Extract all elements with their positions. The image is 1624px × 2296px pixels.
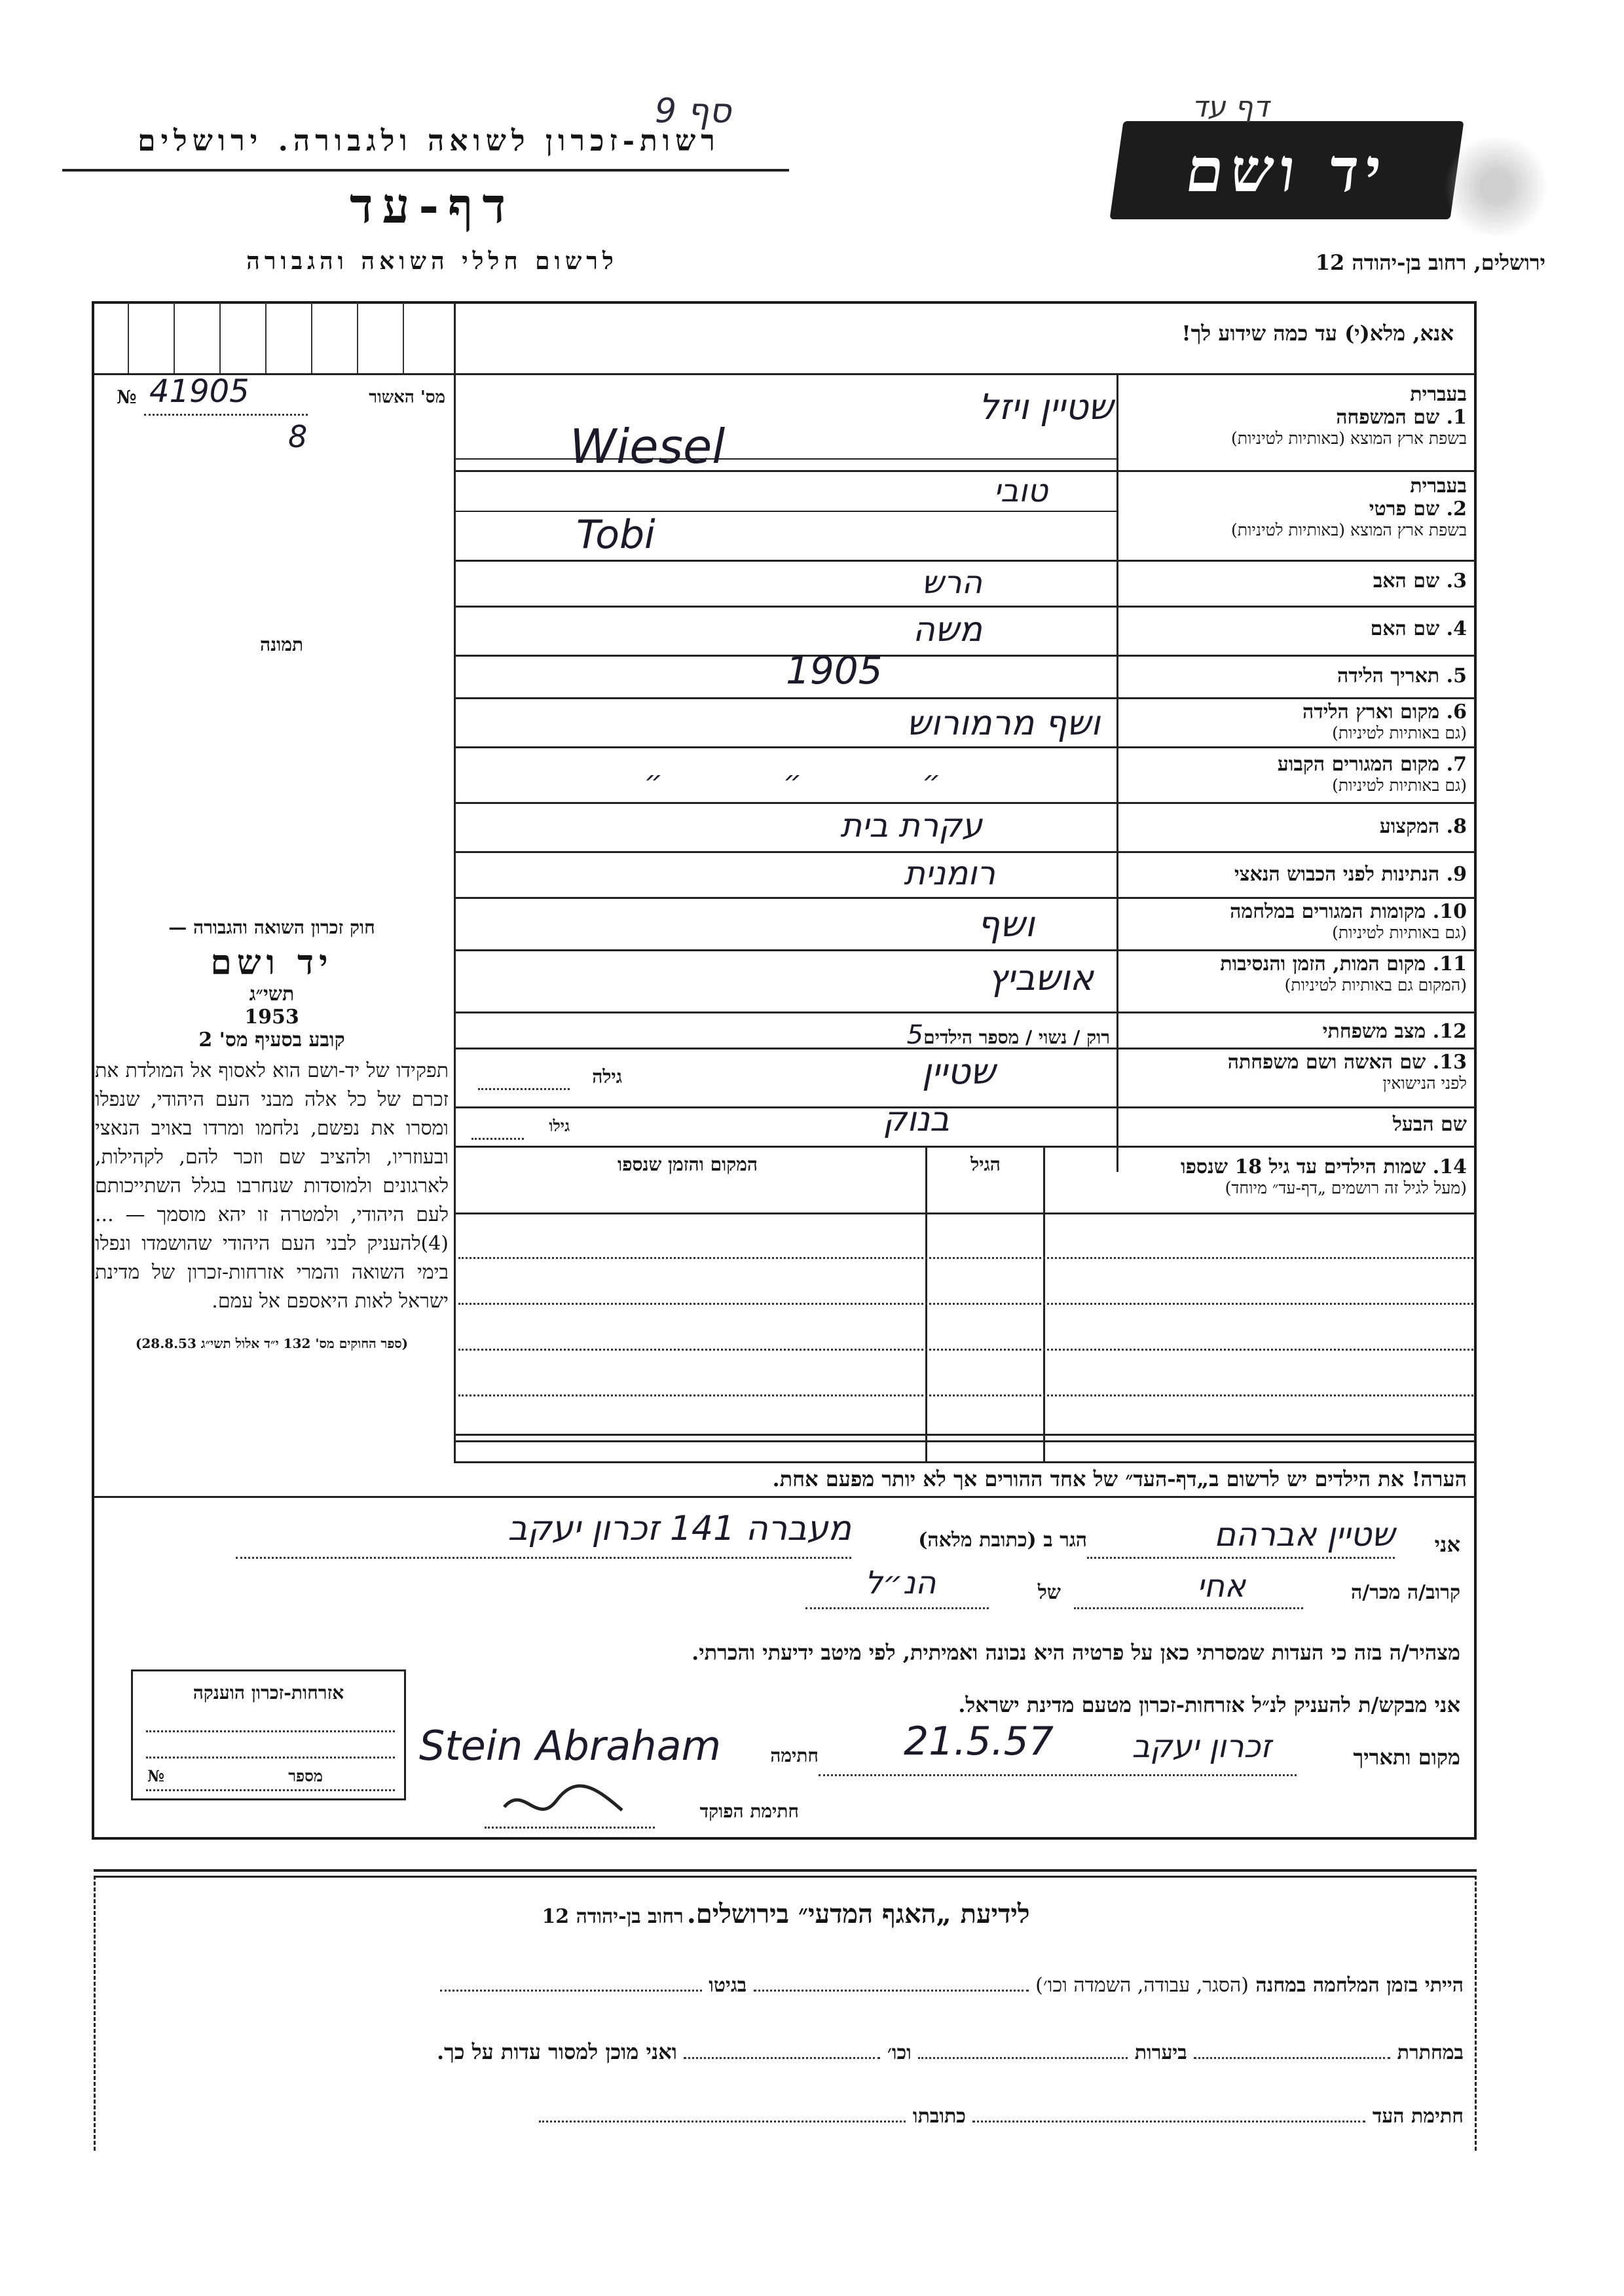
bottom-line3-b: כתובתו [912,2105,966,2128]
memorial-dots-1 [146,1730,395,1732]
bottom-left-edge [94,1876,96,2151]
law-title: חוק זכרון השואה והגבורה — [168,917,375,938]
fill-request-rule [454,373,1475,375]
field-2-num: 2. [1446,498,1467,520]
field-14-label [1048,1156,1467,1198]
logo-scribble: דף עד [1192,90,1269,124]
children-bottom-rule-2 [454,1440,1475,1442]
bottom-line1-c: בגיטו [709,1974,747,1997]
bottom-title-addr: רחוב בן-יהודה 12 [542,1905,684,1928]
field-13b-label: שם הבעל [1392,1113,1467,1136]
field-11-sub: (המקום גם באותיות לטיניות) [1284,975,1467,994]
row-line [454,851,1475,853]
bottom-line2-d: ואני מוכן למסור עדות על כך. [436,2039,677,2064]
bottom-line-3 [95,2105,1464,2128]
form-title: דף-עד [349,178,515,234]
form-subtitle: לרשום חללי השואה והגבורה [246,247,618,275]
field-12-num: 12. [1432,1020,1467,1043]
children-bottom-rule [454,1434,1475,1436]
signature-value[interactable]: Stein Abraham [419,1722,721,1770]
field-6-value[interactable]: ושף מרמורוש [906,704,1100,743]
law-clause: קובע בסעיף מס' 2 [198,1029,345,1051]
row-line [454,655,1475,657]
bottom-line2-a: במחתרת [1397,2041,1464,2064]
children-count[interactable]: 5 [906,1020,924,1050]
field-13-num: 13. [1432,1051,1467,1074]
bottom-title-strong: לידיעת „האגף המדעי״ בירושלים. [686,1899,1030,1929]
place-date-label: מקום ותאריך [1353,1745,1460,1770]
address-value[interactable]: מעברה 141 זכרון יעקב [507,1509,851,1548]
relative-label: קרוב/ה מכר/ה [1351,1581,1460,1604]
children-row-4 [458,1394,1473,1396]
law-year: 1953 [244,1006,299,1029]
approval-dots [144,414,308,416]
yad-vashem-logo [1109,121,1464,219]
bottom-line-2 [95,2039,1464,2064]
field-10-value[interactable]: ושף [977,903,1035,945]
bottom-section-rule-2 [94,1876,1477,1878]
field-1-num: 1. [1446,406,1467,429]
row-line [454,697,1475,699]
field-6-name: מקום וארץ הלידה [1302,701,1440,723]
bottom-title [327,1899,1244,1929]
bottom-line3-a: חתימת העד [1372,2105,1464,2128]
place-date-dots [819,1774,1297,1776]
logo-speckle [1441,137,1552,236]
field-13-value[interactable]: שטיין [921,1051,995,1092]
relation-dots [1074,1607,1303,1609]
field-1-name: שם המשפחה [1336,406,1440,429]
field-11-value[interactable]: אושביץ [987,957,1094,998]
relation-value[interactable]: אחי [1196,1568,1246,1605]
law-name: יד ושם [210,943,333,983]
forests-blank[interactable] [918,2057,1128,2059]
official-dots [485,1827,655,1829]
label-column-divider [1116,373,1118,1172]
signature-label: חתימה [770,1745,819,1766]
of-dots [805,1607,989,1609]
field-8-label [1120,815,1467,838]
row-line [454,1011,1475,1013]
address-line: ירושלים, רחוב בן-יהודה 12 [1315,250,1545,275]
field-3-num: 3. [1446,570,1467,592]
declarant-name[interactable]: שטיין אברהם [1213,1516,1395,1554]
field-9-label [1120,863,1467,886]
note-text: הערה! את הילדים יש לרשום ב„דף-העד״ של אחד ההורים אך לא יותר מפעם אחת. [772,1467,1467,1491]
field-6-label [1120,701,1467,743]
approval-label: מס' האשור [369,388,445,407]
row-line [454,511,1116,512]
field-2-label [1120,475,1467,540]
date-value[interactable]: 21.5.57 [904,1719,1054,1764]
field-8-num: 8. [1446,815,1467,838]
field-12-options [753,1020,1110,1050]
archive-note: סף 9 [655,92,731,131]
row-line [454,560,1475,562]
index-boxes [94,302,454,375]
memorial-number-mark: № [147,1766,165,1785]
of-value[interactable]: הנ״ל [864,1565,936,1601]
witness-address-blank[interactable] [539,2121,906,2123]
official-signature-scribble [498,1781,629,1827]
children-col-place: המקום והזמן שנספו [618,1154,758,1175]
approval-number[interactable]: 41905 [149,373,249,410]
address-label: הגר ב (כתובת מלאה) [918,1529,1087,1552]
of-label: של [1037,1581,1061,1604]
header-rule [62,169,789,172]
field-3-name: שם האב [1373,570,1440,592]
row-line [454,458,1116,460]
field-2-sub: בשפת ארץ המוצא (באותיות לטיניות) [1231,520,1467,539]
row-line [454,1106,1475,1108]
field-7-value[interactable]: ״ ״ ״ [644,765,941,798]
field-13b-age-label: גילו [549,1116,570,1135]
place-value[interactable]: זכרון יעקב [1132,1728,1272,1765]
field-5-num: 5. [1446,665,1467,687]
field-12-name: מצב משפחתי [1322,1020,1426,1043]
field-11-label [1120,953,1467,995]
left-column-divider [454,302,456,1461]
bottom-line1-b: (הסגר, עבודה, השמדה וכו׳) [1035,1974,1249,1997]
field-8-value[interactable]: עקרת בית [840,807,982,845]
field-10-num: 10. [1432,900,1467,923]
memorial-box-title: אזרחות-זכרון הוענקה [193,1682,344,1704]
bottom-line-1 [95,1974,1464,1997]
row-line [454,1146,1475,1148]
memorial-box [131,1669,406,1800]
field-3-value[interactable]: הרש [921,564,982,601]
approval-no-mark: № [117,386,137,408]
statement: מצהיר/ה בזה כי העדות שמסרתי כאן על פרטיה היא נכונה ואמיתית, לפי מיטב ידיעתי והכרתי. [692,1640,1460,1665]
husband-age-dots [471,1138,524,1140]
field-1-label [1120,383,1467,448]
field-2-name: שם פרטי [1369,498,1440,520]
field-11-name: מקום המות, הזמן והנסיבות [1220,953,1426,975]
etc-blank[interactable] [684,2057,880,2059]
field-7-sub: (גם באותיות לטיניות) [1332,776,1467,795]
bottom-line2-c: וכו׳ [887,2041,912,2064]
field-6-sub: (גם באותיות לטיניות) [1332,723,1467,742]
field-3-label [1120,570,1467,592]
memorial-number-label: מספר [288,1766,323,1785]
memorial-number-dots [146,1789,395,1791]
declaration-ani: אני [1434,1532,1460,1557]
field-7-name: מקום המגורים הקבוע [1277,753,1440,776]
bottom-line1-a: הייתי בזמן המלחמה במחנה [1255,1974,1464,1997]
request: אני מבקש/ת להעניק לנ״ל אזרחות-זכרון מטעם מדינת ישראל. [958,1692,1460,1717]
bottom-section-rule [94,1869,1477,1872]
field-4-label [1120,617,1467,640]
row-line [454,897,1475,899]
children-row-2 [458,1303,1473,1305]
field-2-value-he[interactable]: טובי [993,473,1048,509]
row-line [454,802,1475,804]
field-9-num: 9. [1446,863,1467,886]
children-col-age: הגיל [970,1154,1001,1175]
authority-line: רשות-זכרון לשואה ולגבורה. ירושלים [138,124,720,158]
field-2-value-lat[interactable]: Tobi [576,512,655,558]
field-7-num: 7. [1446,753,1467,776]
underground-blank[interactable] [1194,2057,1390,2059]
field-14-num: 14. [1432,1156,1467,1178]
camp-blank[interactable] [754,1990,1029,1992]
field-9-value[interactable]: רומנית [904,854,995,892]
field-11-num: 11. [1432,953,1467,975]
field-4-value[interactable]: משה [912,610,982,649]
ghetto-blank[interactable] [440,1990,702,1992]
field-13-age-label: גילה [592,1066,622,1087]
memorial-dots-2 [146,1757,395,1758]
official-label: חתימת הפוקד [699,1800,799,1822]
field-2-hebrew: בעברית [1410,475,1467,498]
field-1-sub: בשפת ארץ המוצא (באותיות לטיניות) [1231,429,1467,448]
field-4-num: 4. [1446,617,1467,640]
declarant-name-dots [1087,1557,1395,1559]
bottom-right-edge [1475,1876,1477,2151]
children-row-3 [458,1349,1473,1351]
note-bottom-rule [94,1496,1477,1498]
field-13-label [1120,1051,1467,1093]
bottom-line2-b: ביערות [1134,2041,1187,2064]
witness-signature-blank[interactable] [972,2121,1365,2123]
field-8-name: המקצוע [1379,815,1440,838]
field-14-name: שמות הילדים עד גיל 18 שנספו [1180,1156,1426,1178]
field-9-name: הנתינות לפני הכבוש הנאצי [1234,863,1440,886]
field-1-value-he[interactable]: שטיין ויזל [978,386,1113,428]
logo-text: יד ושם [1181,135,1392,206]
field-14-sub: (מעל לגיל זה רושמים „דף-עד״ מיוחד) [1225,1178,1467,1197]
field-13-name: שם האשה ושם משפחתה [1227,1051,1426,1074]
field-4-name: שם האם [1370,617,1440,640]
approval-suffix: 8 [288,419,308,454]
law-text: תפקידו של יד-ושם הוא לאסוף אל המולדת את זכרם של כל אלה מבני העם היהודי, שנפלו ומסרו את נפשם, נלחמו ומרדו באויב הנאצי ובעוזריו, ולהציב שם וזכר להם, לקהילות, לארגונים ולמוסדות שנחרבו בגלל השתייכותם לעם היהודי, ולמטרה זו יהא מוסמך — ...(4)להעניק לבני העם היהודי שהושמדו ונפלו בימי השואה והמרי אזרחות-זכרון של מדינת ישראל לאות היאספם אל עמם. [95,1059,449,1313]
address-dots [236,1557,851,1559]
field-10-label [1120,900,1467,943]
field-5-name: תאריך הלידה [1337,665,1440,687]
marital-options: רוק / נשוי / מספר הילדים [923,1027,1110,1048]
field-1-hebrew: בעברית [1410,383,1467,406]
field-1-value-lat[interactable]: Wiesel [570,419,726,474]
field-7-label [1120,753,1467,795]
field-12-label [1120,1020,1467,1043]
fill-request: אנא, מלא(י) עד כמה שידוע לך! [1181,321,1454,346]
field-10-sub: (גם באותיות לטיניות) [1332,923,1467,942]
field-13b-value[interactable]: בנוק [883,1100,950,1139]
field-6-num: 6. [1446,701,1467,723]
law-source: (ספר החוקים מס' 132 י״ד אלול תשי״ג 28.8.53) [135,1336,409,1351]
field-13-sub: לפני הנישואין [1382,1074,1467,1093]
children-header-rule [454,1212,1475,1214]
photo-label: תמונה [259,634,304,655]
note-top-rule [454,1461,1475,1463]
row-line [454,606,1475,608]
law-block [95,917,449,1352]
field-5-value[interactable]: 1905 [786,648,883,693]
wife-age-dots [478,1088,570,1090]
row-line [454,949,1475,951]
field-5-label [1120,665,1467,687]
row-line [454,746,1475,748]
children-row-1 [458,1257,1473,1259]
field-10-name: מקומות המגורים במלחמה [1230,900,1426,923]
law-year-he: תשי״ג [249,983,295,1006]
